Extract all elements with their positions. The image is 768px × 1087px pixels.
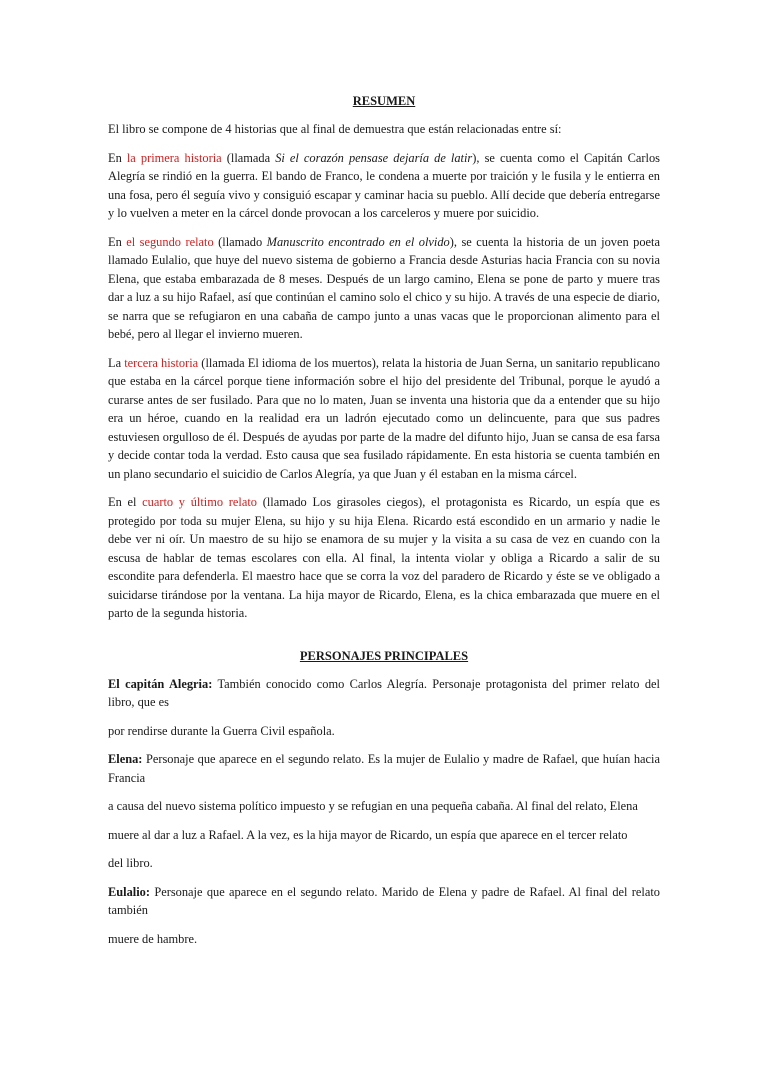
highlight-fourth-story: cuarto y último relato xyxy=(142,495,257,509)
highlight-second-story: el segundo relato xyxy=(126,234,214,249)
text: (llamado xyxy=(213,234,267,249)
paragraph-fourth-story xyxy=(108,493,660,623)
character-elena xyxy=(108,750,660,787)
character-description: También conocido como Carlos Alegría. Personaje protagonista del primer relato del libro, que es xyxy=(108,676,660,709)
character-eulalio xyxy=(108,883,660,920)
text: La xyxy=(108,355,125,370)
story-title-first: Si el corazón pensase dejaría de latir xyxy=(275,150,473,165)
text: ), se cuenta la historia de un joven poeta llamado Eulalio, que huye del nuevo sistema de gobierno a Francia desde Asturias hacia Francia con su novia Elena, que estaba embarazada de 8 meses. Después de un largo camino, Elena se pone de parto y muere tras dar a luz a su hijo Rafael, así que continúan el camino solo el chico y su hijo. A través de una especie de diario, se narra que se refugiaron en una cabaña de campo junto a unas vacas que le proporcionan alimento para el bebé, pero al llegar el invierno mueren. xyxy=(108,234,660,341)
text: En xyxy=(108,150,127,165)
highlight-third-story: tercera historia xyxy=(124,355,199,370)
character-alegria xyxy=(108,675,660,712)
story-title-second: Manuscrito encontrado en el olvido xyxy=(266,234,450,249)
document-page xyxy=(108,92,660,958)
highlight-first-story: la primera historia xyxy=(126,150,222,165)
character-elena-cont: a causa del nuevo sistema político impuesto y se refugian en una pequeña cabaña. Al final del relato, Elena xyxy=(108,799,638,813)
character-description: Personaje que aparece en el segundo relato. Marido de Elena y padre de Rafael. Al final del relato también xyxy=(108,884,660,917)
text: ), se cuenta como el Capitán Carlos Alegría se rindió en la guerra. El bando de Franco, le condena a muerte por traición y le fusila y le entierra en una fosa, pero él seguía vivo y consiguió escapar y caminar hacia su pueblo. Allí decide que debería entregarse y lo vuelven a meter en la cárcel donde provocan a los carceleros y muere por suicidio. xyxy=(108,150,660,220)
character-elena-cont: del libro. xyxy=(108,856,153,870)
text: (llamada xyxy=(221,150,276,165)
paragraph-first-story xyxy=(108,149,660,223)
text: En el xyxy=(108,495,143,509)
character-name: El capitán Alegria: xyxy=(108,676,213,691)
section-title-characters: PERSONAJES PRINCIPALES xyxy=(299,648,469,663)
page-title: RESUMEN xyxy=(352,94,416,108)
text: En xyxy=(108,234,127,249)
character-alegria-cont: por rendirse durante la Guerra Civil española. xyxy=(108,723,335,738)
text: (llamada El idioma de los muertos), relata la historia de Juan Serna, un sanitario republicano que estaba en la cárcel porque tiene información sobre el hijo del presidente del Tribunal, porque le ayudó a curarse antes de ser fusilado. Para que no lo maten, Juan se inventa una historia que da a entender que su hijo era un héroe, cuando en la realidad era un ladrón ejecutado como un delincuente, para que sus padres estuviesen orgulloso de él. Después de ayudas por parte de la madre del difunto hijo, Juan se cansa de esa farsa y decide contar toda la verdad. Esto causa que sea fusilado rápidamente. En esta historia se cuenta también en un plano secundario el suicidio de Carlos Alegría, ya que Juan y él estaban en la misma cárcel. xyxy=(108,355,660,481)
character-name: Eulalio: xyxy=(108,884,150,899)
character-elena-cont: muere al dar a luz a Rafael. A la vez, es la hija mayor de Ricardo, un espía que aparece en el tercer relato xyxy=(108,827,628,842)
character-name: Elena: xyxy=(108,752,143,766)
text: (llamado Los girasoles ciegos), el protagonista es Ricardo, un espía que es protegido por toda su mujer Elena, su hijo y su hija Elena. Ricardo está escondido en un armario y nadie le debe ver ni oír. Un maestro de su hijo se enamora de su mujer y la visita a su casa de vez en cuando con la escusa de hablar de temas escolares con ella. Al final, la intenta violar y obliga a Ricardo a salir de su escondite para defenderla. El maestro hace que se corra la voz del paradero de Ricardo y éste se ve obligado a suicidarse tirándose por la ventana. La hija mayor de Ricardo, Elena, es la chica embarazada que muere en el parto de la segunda historia. xyxy=(108,495,660,620)
paragraph-third-story xyxy=(108,354,660,484)
paragraph-second-story xyxy=(108,233,660,344)
intro-paragraph: El libro se compone de 4 historias que al final de demuestra que están relacionadas entre sí: xyxy=(108,122,562,136)
character-description: Personaje que aparece en el segundo relato. Es la mujer de Eulalio y madre de Rafael, que huían hacia Francia xyxy=(108,752,660,785)
character-eulalio-cont: muere de hambre. xyxy=(108,931,198,946)
